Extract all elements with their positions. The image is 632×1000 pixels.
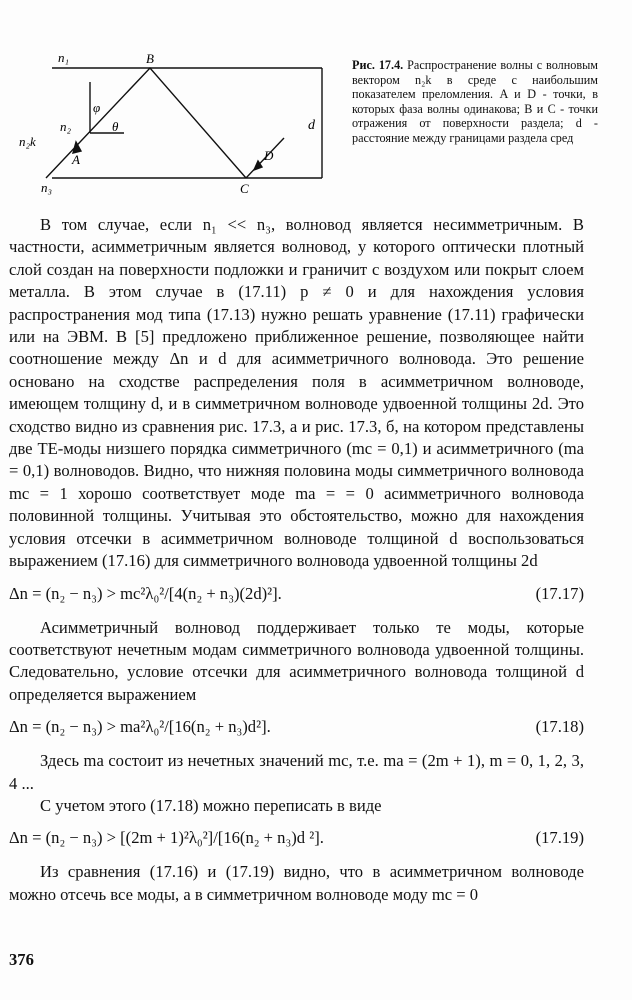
figure-caption-text: Распространение волны с волновым вектором n₂k в среде с наибольшим показателем преломления. A и D - точки, в которых фаза волны одинакова; B и C - точки отражения от поверхности раздела; d - расстояние между границами раздела сред bbox=[352, 58, 598, 145]
equation-17-17 bbox=[9, 573, 584, 617]
label-n1: n₁ bbox=[58, 50, 70, 65]
label-c: C bbox=[240, 181, 249, 196]
figure-caption-label: Рис. 17.4. bbox=[352, 58, 404, 72]
label-phi: φ bbox=[93, 100, 101, 115]
label-d-point: D bbox=[264, 148, 274, 163]
label-a: A bbox=[72, 152, 80, 167]
paragraph-1: В том случае, если n₁ << n₃, волновод является несимметричным. В частности, асимметричным является волновод, у которого оптически плотный слой создан на поверхности подложки и граничит с воздухом или покрыт слоем металла. В этом случае в (17.11) p ≠ 0 и для нахождения условия распространения мод типа (17.13) нужно решать уравнение (17.11) графически или на ЭВМ. В [5] предложено приближенное решение, позволяющее найти соотношение между Δn и d для асимметричного волновода. Это решение основано на сходстве распределения поля в асимметричном волноводе, имеющем толщину d, и в симметричном волноводе удвоенной толщины 2d. Это сходство видно из сравнения рис. 17.3, а и рис. 17.3, б, на котором представлены две TE-моды низшего порядка симметричного (mc = 0,1) и асимметричного (ma = 0,1) волноводов. Видно, что нижняя половина моды симметричного волновода mc = 1 хорошо соответствует моде ma = = 0 асимметричного волновода половинной толщины. Учитывая это обстоятельство, можно для нахождения условия отсечки в асимметричном волноводе толщиной d воспользоваться выражением (17.16) для симметричного волновода удвоенной толщины 2d bbox=[9, 215, 584, 571]
label-d-thickness: d bbox=[308, 118, 315, 133]
equation-17-18 bbox=[9, 706, 584, 750]
equation-17-19 bbox=[9, 817, 584, 861]
paragraph-5: Из сравнения (17.16) и (17.19) видно, что в асимметричном волноводе можно отсечь все моды, а в симметричном волноводе моду mc = 0 bbox=[9, 862, 584, 904]
figure-caption bbox=[352, 58, 598, 146]
paragraph-2: Асимметричный волновод поддерживает только те моды, которые соответствуют нечетным модам симметричного волновода удвоенной толщины. Следовательно, условие отсечки для асимметричного волновода толщиной d определяется выражением bbox=[9, 617, 584, 704]
equation-number: (17.18) bbox=[535, 717, 584, 737]
label-n2k: n₂k bbox=[19, 134, 36, 149]
label-b: B bbox=[146, 51, 154, 66]
figure-waveguide-diagram bbox=[19, 50, 340, 200]
page-number: 376 bbox=[9, 950, 34, 969]
label-n2: n₂ bbox=[60, 119, 72, 134]
label-n3: n₃ bbox=[41, 180, 53, 195]
equation-number: (17.17) bbox=[535, 583, 584, 603]
paragraph-4: С учетом этого (17.18) можно переписать в виде bbox=[40, 795, 382, 815]
body-text bbox=[9, 214, 584, 906]
equation-formula: Δn = (n₂ − n₃) > [(2m + 1)²λ₀²]/[16(n₂ + n₃)d ²]. bbox=[9, 828, 324, 848]
equation-formula: Δn = (n₂ − n₃) > mc²λ₀²/[4(n₂ + n₃)(2d)²]. bbox=[9, 583, 282, 603]
equation-number: (17.19) bbox=[535, 828, 584, 848]
paragraph-3: Здесь ma состоит из нечетных значений mc, т.е. ma = (2m + 1), m = 0, 1, 2, 3, 4 ... bbox=[9, 751, 584, 793]
equation-formula: Δn = (n₂ − n₃) > ma²λ₀²/[16(n₂ + n₃)d²]. bbox=[9, 717, 271, 737]
label-theta: θ bbox=[112, 119, 119, 134]
